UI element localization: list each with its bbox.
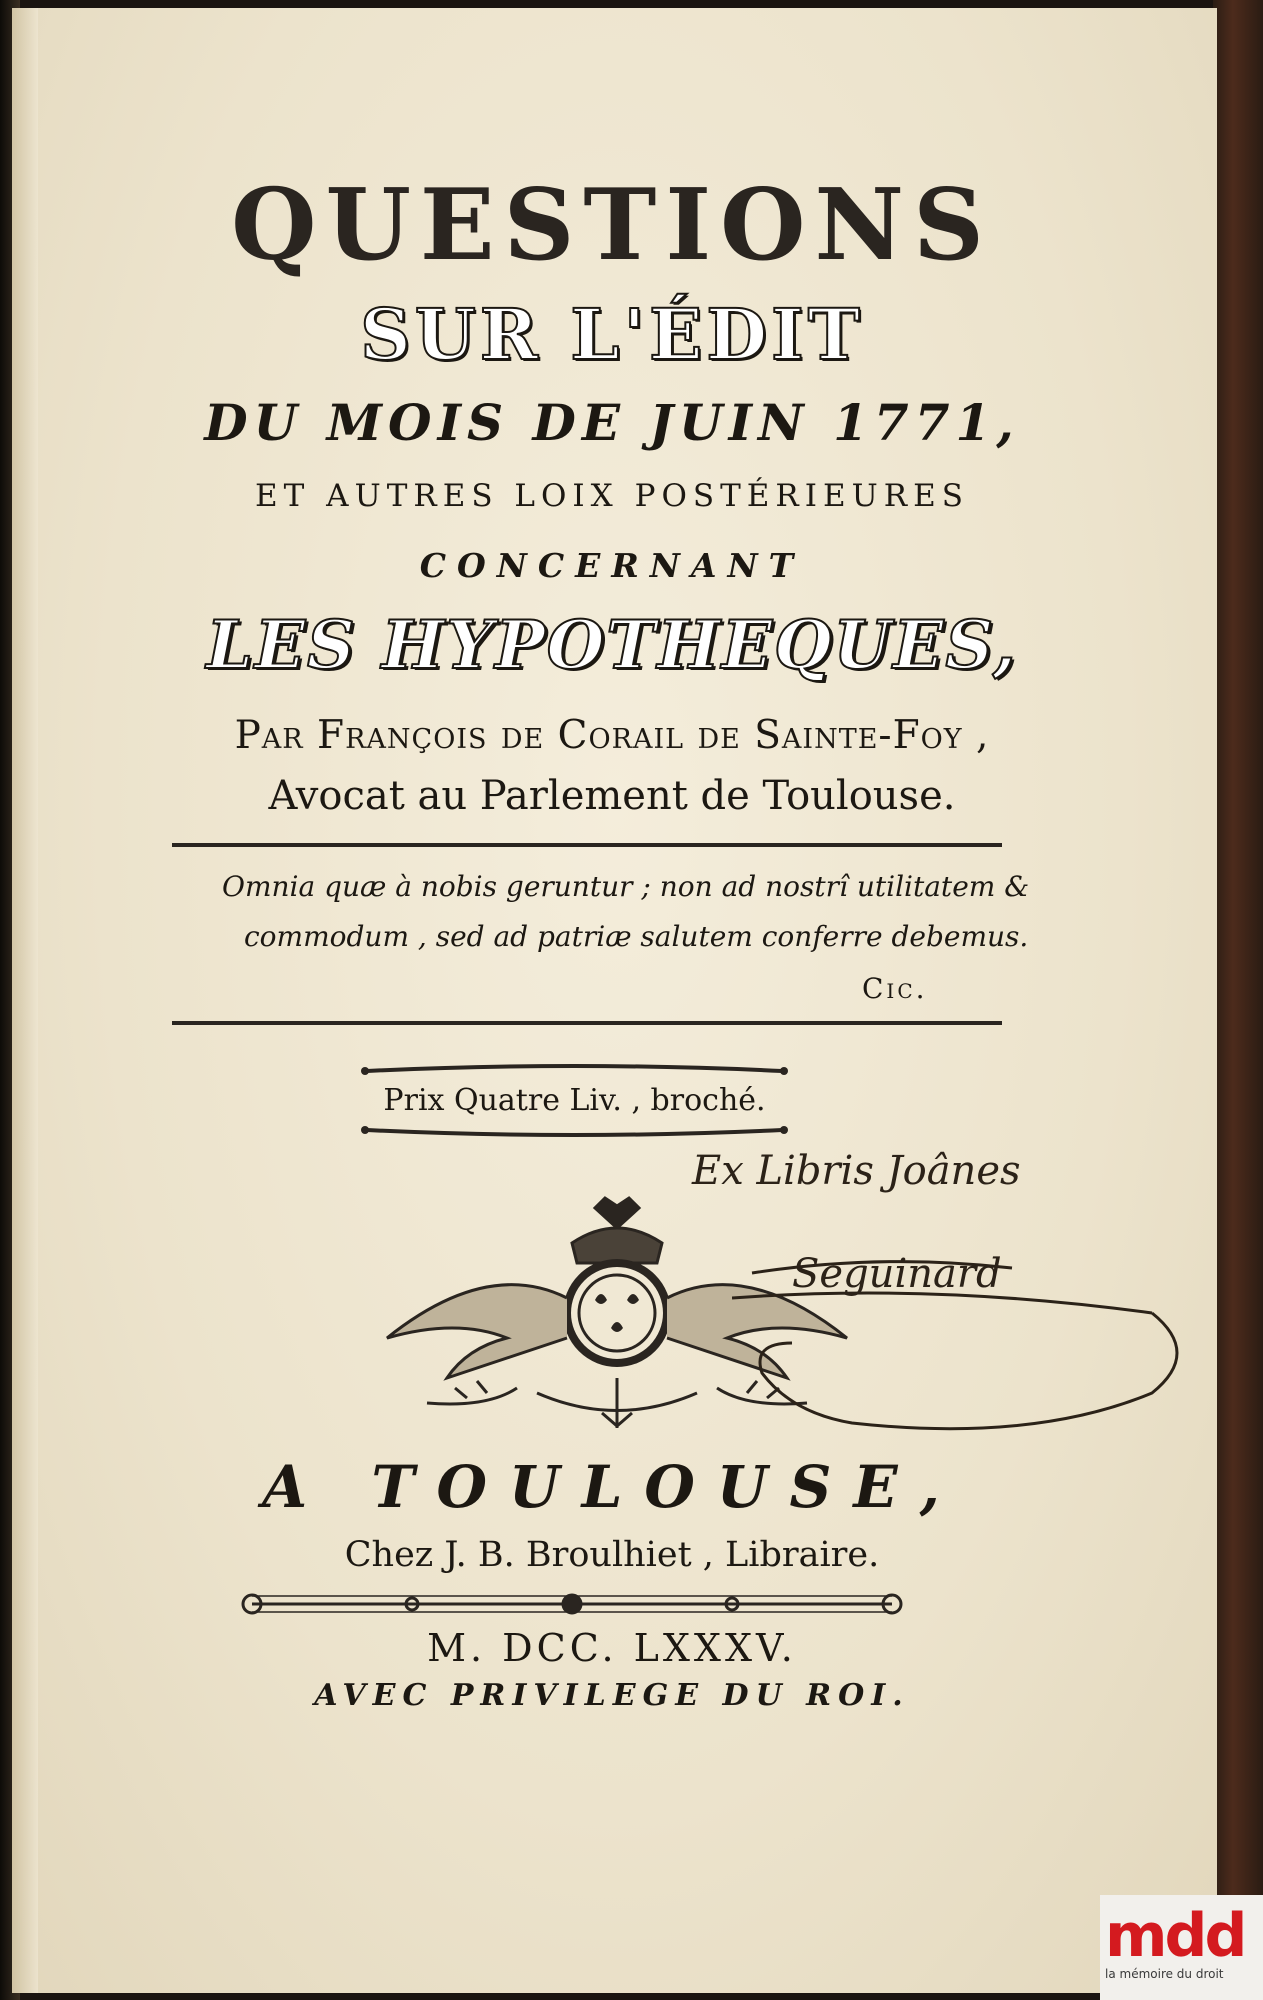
logo-tagline: la mémoire du droit: [1105, 1967, 1224, 1981]
price-frame-ornament: [357, 1063, 792, 1138]
imprint-date: M. DCC. LXXXV.: [427, 1626, 797, 1670]
mdd-logo: [1105, 1901, 1255, 1995]
epigraph-line-1: Omnia quæ à nobis geruntur ; non ad nostrî utilitatem &: [222, 870, 1030, 903]
title-line-sur-edit: SUR L'ÉDIT: [360, 293, 864, 376]
ex-libris-name: Seguinard: [792, 1251, 1002, 1297]
price-frame: [357, 1063, 792, 1138]
author-title-line: Avocat au Parlement de Toulouse.: [268, 773, 956, 819]
title-line-hypotheques: LES HYPOTHEQUES,: [206, 606, 1018, 684]
title-page: [12, 8, 1217, 1993]
page-gutter-shadow: [12, 8, 38, 1993]
title-line-concernant: CONCERNANT: [419, 546, 805, 585]
title-line-loix: ET AUTRES LOIX POSTÉRIEURES: [255, 478, 969, 514]
book-spine-right: [1213, 0, 1263, 2000]
logo-mark: mdd: [1105, 1901, 1245, 1971]
imprint-publisher: Chez J. B. Broulhiet , Libraire.: [344, 1535, 880, 1575]
epigraph-source: Cic.: [862, 972, 928, 1005]
divider-top: [172, 843, 1002, 847]
ex-libris-inscription: Ex Libris Joânes: [692, 1148, 1021, 1194]
author-line: Par François de Corail de Sainte-Foy ,: [234, 713, 990, 758]
typographic-ornament-band: [232, 1590, 912, 1618]
fleur-de-lis-icon: [595, 1294, 639, 1332]
title-line-questions: QUESTIONS: [231, 168, 993, 283]
divider-bottom: [172, 1021, 1002, 1025]
imprint-privilege: AVEC PRIVILEGE DU ROI.: [314, 1678, 910, 1713]
epigraph-line-2: commodum , sed ad patriæ salutem conferre debemus.: [244, 920, 1029, 953]
price-text: Prix Quatre Liv. , broché.: [383, 1083, 766, 1118]
imprint-city: A TOULOUSE,: [262, 1453, 962, 1521]
title-line-mois: DU MOIS DE JUIN 1771,: [204, 393, 1020, 452]
